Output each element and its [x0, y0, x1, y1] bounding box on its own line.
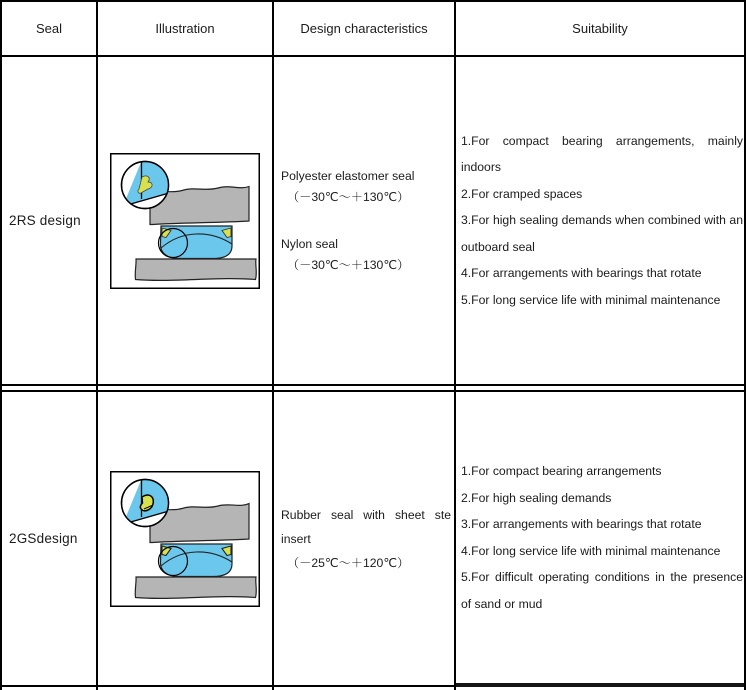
header-seal-label: Seal [35, 21, 63, 36]
design-entry [281, 503, 451, 575]
row-2gs-illustration-cell [98, 392, 274, 687]
row-2gs-design-cell [274, 392, 456, 687]
header-design-characteristics-label: Design characteristics [300, 21, 428, 36]
suitability-item: 1.For compact bearing arrangements [461, 464, 662, 478]
row-2rs-suitability-cell [456, 57, 744, 386]
suitability-item: 5.For long service life with minimal maintenance [461, 292, 721, 307]
suitability-item: 4.For long service life with minimal maintenance [461, 543, 721, 558]
seal-name: 2GSdesign [9, 531, 78, 546]
shaft-shape [135, 259, 256, 280]
header-suitability-label: Suitability [572, 21, 628, 36]
design-temperature-range: （－25℃～＋120℃） [287, 555, 410, 570]
design-entry [281, 166, 451, 208]
suitability-item: 1.For compact bearing arrangements, mainly indoors [461, 133, 743, 175]
suitability-item: 4.For arrangements with bearings that rotate [461, 266, 702, 281]
suitability-item: 3.For high sealing demands when combined with an outboard seal [461, 213, 743, 254]
design-material: Polyester elastomer seal [281, 168, 415, 183]
suitability-item: 2.For cramped spaces [461, 186, 583, 201]
design-temperature-range: （－30℃～＋130℃） [287, 257, 410, 272]
suitability-item: 2.For high sealing demands [461, 490, 612, 505]
row-2rs-design-cell [274, 57, 456, 386]
header-illustration [98, 2, 274, 57]
header-illustration-label: Illustration [155, 21, 215, 36]
header-design-characteristics [274, 2, 456, 57]
design-material: Rubber seal with sheet ste insert [281, 507, 451, 546]
bearing-seal-illustration [110, 471, 260, 607]
row-2rs-illustration-cell [98, 57, 274, 386]
suitability-item: 5.For difficult operating conditions in the presence of sand or mud [461, 570, 743, 611]
row-2gs-seal-cell [2, 392, 98, 687]
seal-name: 2RS design [9, 213, 81, 228]
shaft-shape [135, 577, 256, 598]
bearing-seal-illustration [110, 153, 260, 289]
row-2gs-suitability-cell [456, 392, 744, 687]
header-suitability [456, 2, 744, 57]
magnified-seal-lip [140, 495, 153, 511]
suitability-item: 3.For arrangements with bearings that rotate [461, 517, 702, 531]
design-temperature-range: （－30℃～＋130℃） [287, 189, 410, 204]
design-material: Nylon seal [281, 236, 338, 251]
design-entry [281, 234, 451, 276]
row-2rs-seal-cell [2, 57, 98, 386]
header-seal [2, 2, 98, 57]
